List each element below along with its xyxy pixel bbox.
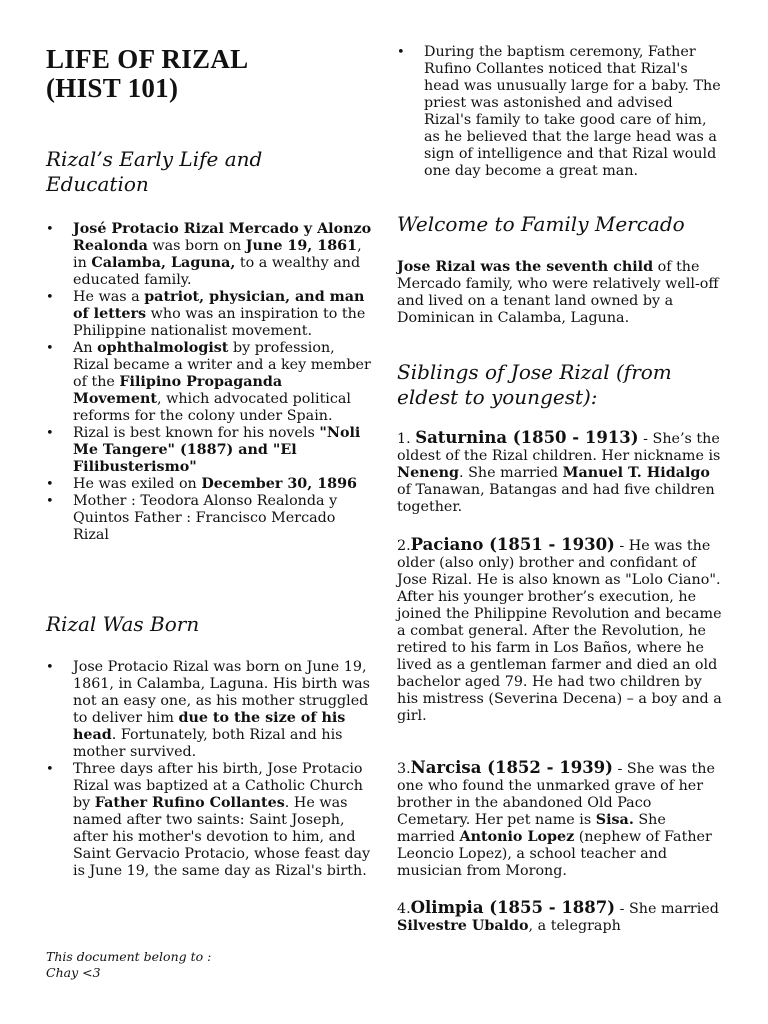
- bullet-item: [46, 659, 372, 761]
- bold-text: June 19, 1861: [245, 238, 358, 254]
- bold-text: due to the size of his head: [73, 710, 346, 743]
- born-list: [46, 659, 372, 880]
- text-run: by profession, Rizal became a writer and a key member of the: [73, 340, 371, 390]
- bold-text: Antonio Lopez: [459, 829, 575, 845]
- bullet-item: [46, 425, 372, 476]
- text-run: 1.: [397, 431, 416, 447]
- bold-text: Manuel T. Hidalgo: [562, 465, 710, 481]
- text-run: He was a: [73, 289, 145, 305]
- footer-note: This document belong to : Chay <3: [46, 949, 212, 980]
- text-run: . She married: [459, 465, 563, 481]
- sibling-name: Paciano (1851 - 1930): [410, 535, 615, 554]
- bold-text: Neneng: [397, 465, 460, 481]
- bold-text: José Protacio Rizal Mercado y Alonzo Realonda: [73, 221, 372, 254]
- text-run: of Tanawan, Batangas and had five children together.: [397, 482, 715, 515]
- family-heading: Welcome to Family Mercado: [397, 212, 685, 236]
- text-run: who was an inspiration to the Philippine nationalist movement.: [73, 306, 366, 339]
- bullet-item: [46, 476, 372, 493]
- text-run: - He was the older (also only) brother and confidant of Jose Rizal. He is also known as "Lolo Ciano". After his younger brother’s execution, he joined the Philippine Revolution and became a combat general. After the Revolution, he retired to his farm in Los Baños, where he lived as a gentleman farmer and died an old bachelor aged 79. He had two children by his mistress (Severina Decena) – a boy and a girl.: [397, 538, 722, 724]
- early-life-list: [46, 221, 372, 544]
- bold-text: Sisa.: [595, 812, 634, 828]
- bullet-item: [46, 761, 372, 880]
- document-title: LIFE OF RIZAL (HIST 101): [46, 44, 249, 103]
- text-run: , in: [73, 238, 362, 271]
- born-list-continued: [397, 44, 722, 180]
- bullet-item: [46, 289, 372, 340]
- text-run: 4.: [397, 901, 411, 917]
- text-run: During the baptism ceremony, Father Rufino Collantes noticed that Rizal's head was unusually large for a baby. The priest was astonished and advised Rizal's family to take good care of him, as he believed that the large head was a sign of intelligence and that Rizal would one day become a great man.: [424, 44, 721, 179]
- text-run: - She married: [615, 901, 719, 917]
- bullet-item: [46, 493, 372, 544]
- born-heading: Rizal Was Born: [46, 612, 200, 636]
- text-run: An: [73, 340, 98, 356]
- bullet-item: [46, 221, 372, 289]
- early-life-heading: Rizal’s Early Life and Education: [46, 147, 263, 196]
- bullet-item: [46, 340, 372, 425]
- bullet-item: [397, 44, 722, 180]
- bold-text: Filipino Propaganda Movement: [73, 374, 283, 407]
- text-run: Rizal is best known for his novels: [73, 425, 320, 441]
- sibling-name: Olimpia (1855 - 1887): [410, 898, 616, 917]
- text-run: 3.: [397, 761, 411, 777]
- text-run: - She’s the oldest of the Rizal children. Her nickname is: [397, 431, 721, 464]
- sibling-item: [397, 536, 722, 725]
- text-run: was born on: [147, 238, 246, 254]
- text-run: , which advocated political reforms for the colony under Spain.: [73, 391, 351, 424]
- sibling-item: [397, 429, 722, 516]
- siblings-heading: Siblings of Jose Rizal (from eldest to youngest):: [397, 360, 672, 409]
- text-run: Three days after his birth, Jose Protacio Rizal was baptized at a Catholic Church by: [73, 761, 363, 811]
- sibling-item: [397, 759, 722, 880]
- family-paragraph: [397, 259, 722, 327]
- bold-text: ophthalmologist: [97, 340, 229, 356]
- text-run: . He was named after two saints: Saint Joseph, after his mother's devotion to him, and Saint Gervacio Protacio, whose feast day is June 19, the same day as Rizal's birth.: [73, 795, 371, 879]
- text-run: of the Mercado family, who were relatively well-off and lived on a tenant land owned by a Dominican in Calamba, Laguna.: [397, 259, 719, 326]
- bold-text: December 30, 1896: [201, 476, 357, 492]
- text-run: . Fortunately, both Rizal and his mother survived.: [73, 727, 343, 760]
- bold-text: Calamba, Laguna,: [91, 255, 236, 271]
- bold-text: Father Rufino Collantes: [94, 795, 285, 811]
- text-run: Jose Protacio Rizal was born on June 19, 1861, in Calamba, Laguna. His birth was not an easy one, as his mother struggled to deliver him: [73, 659, 370, 726]
- sibling-name: Saturnina (1850 - 1913): [415, 428, 639, 447]
- bold-text: Jose Rizal was the seventh child: [397, 259, 654, 275]
- text-run: - She was the one who found the unmarked grave of her brother in the abandoned Old Paco Cemetary. Her pet name is: [397, 761, 715, 828]
- bold-text: "Noli Me Tangere" (1887) and "El Filibusterismo": [73, 425, 361, 475]
- text-run: She married: [397, 812, 666, 845]
- text-run: to a wealthy and educated family.: [73, 255, 361, 288]
- sibling-name: Narcisa (1852 - 1939): [410, 758, 613, 777]
- text-run: Mother : Teodora Alonso Realonda y Quintos Father : Francisco Mercado Rizal: [73, 493, 338, 543]
- text-run: He was exiled on: [73, 476, 202, 492]
- text-run: , a telegraph: [528, 918, 621, 934]
- sibling-item: [397, 899, 722, 935]
- bold-text: Silvestre Ubaldo: [397, 918, 529, 934]
- bold-text: patriot, physician, and man of letters: [73, 289, 365, 322]
- text-run: (nephew of Father Leoncio Lopez), a school teacher and musician from Morong.: [397, 829, 712, 879]
- text-run: 2.: [397, 538, 411, 554]
